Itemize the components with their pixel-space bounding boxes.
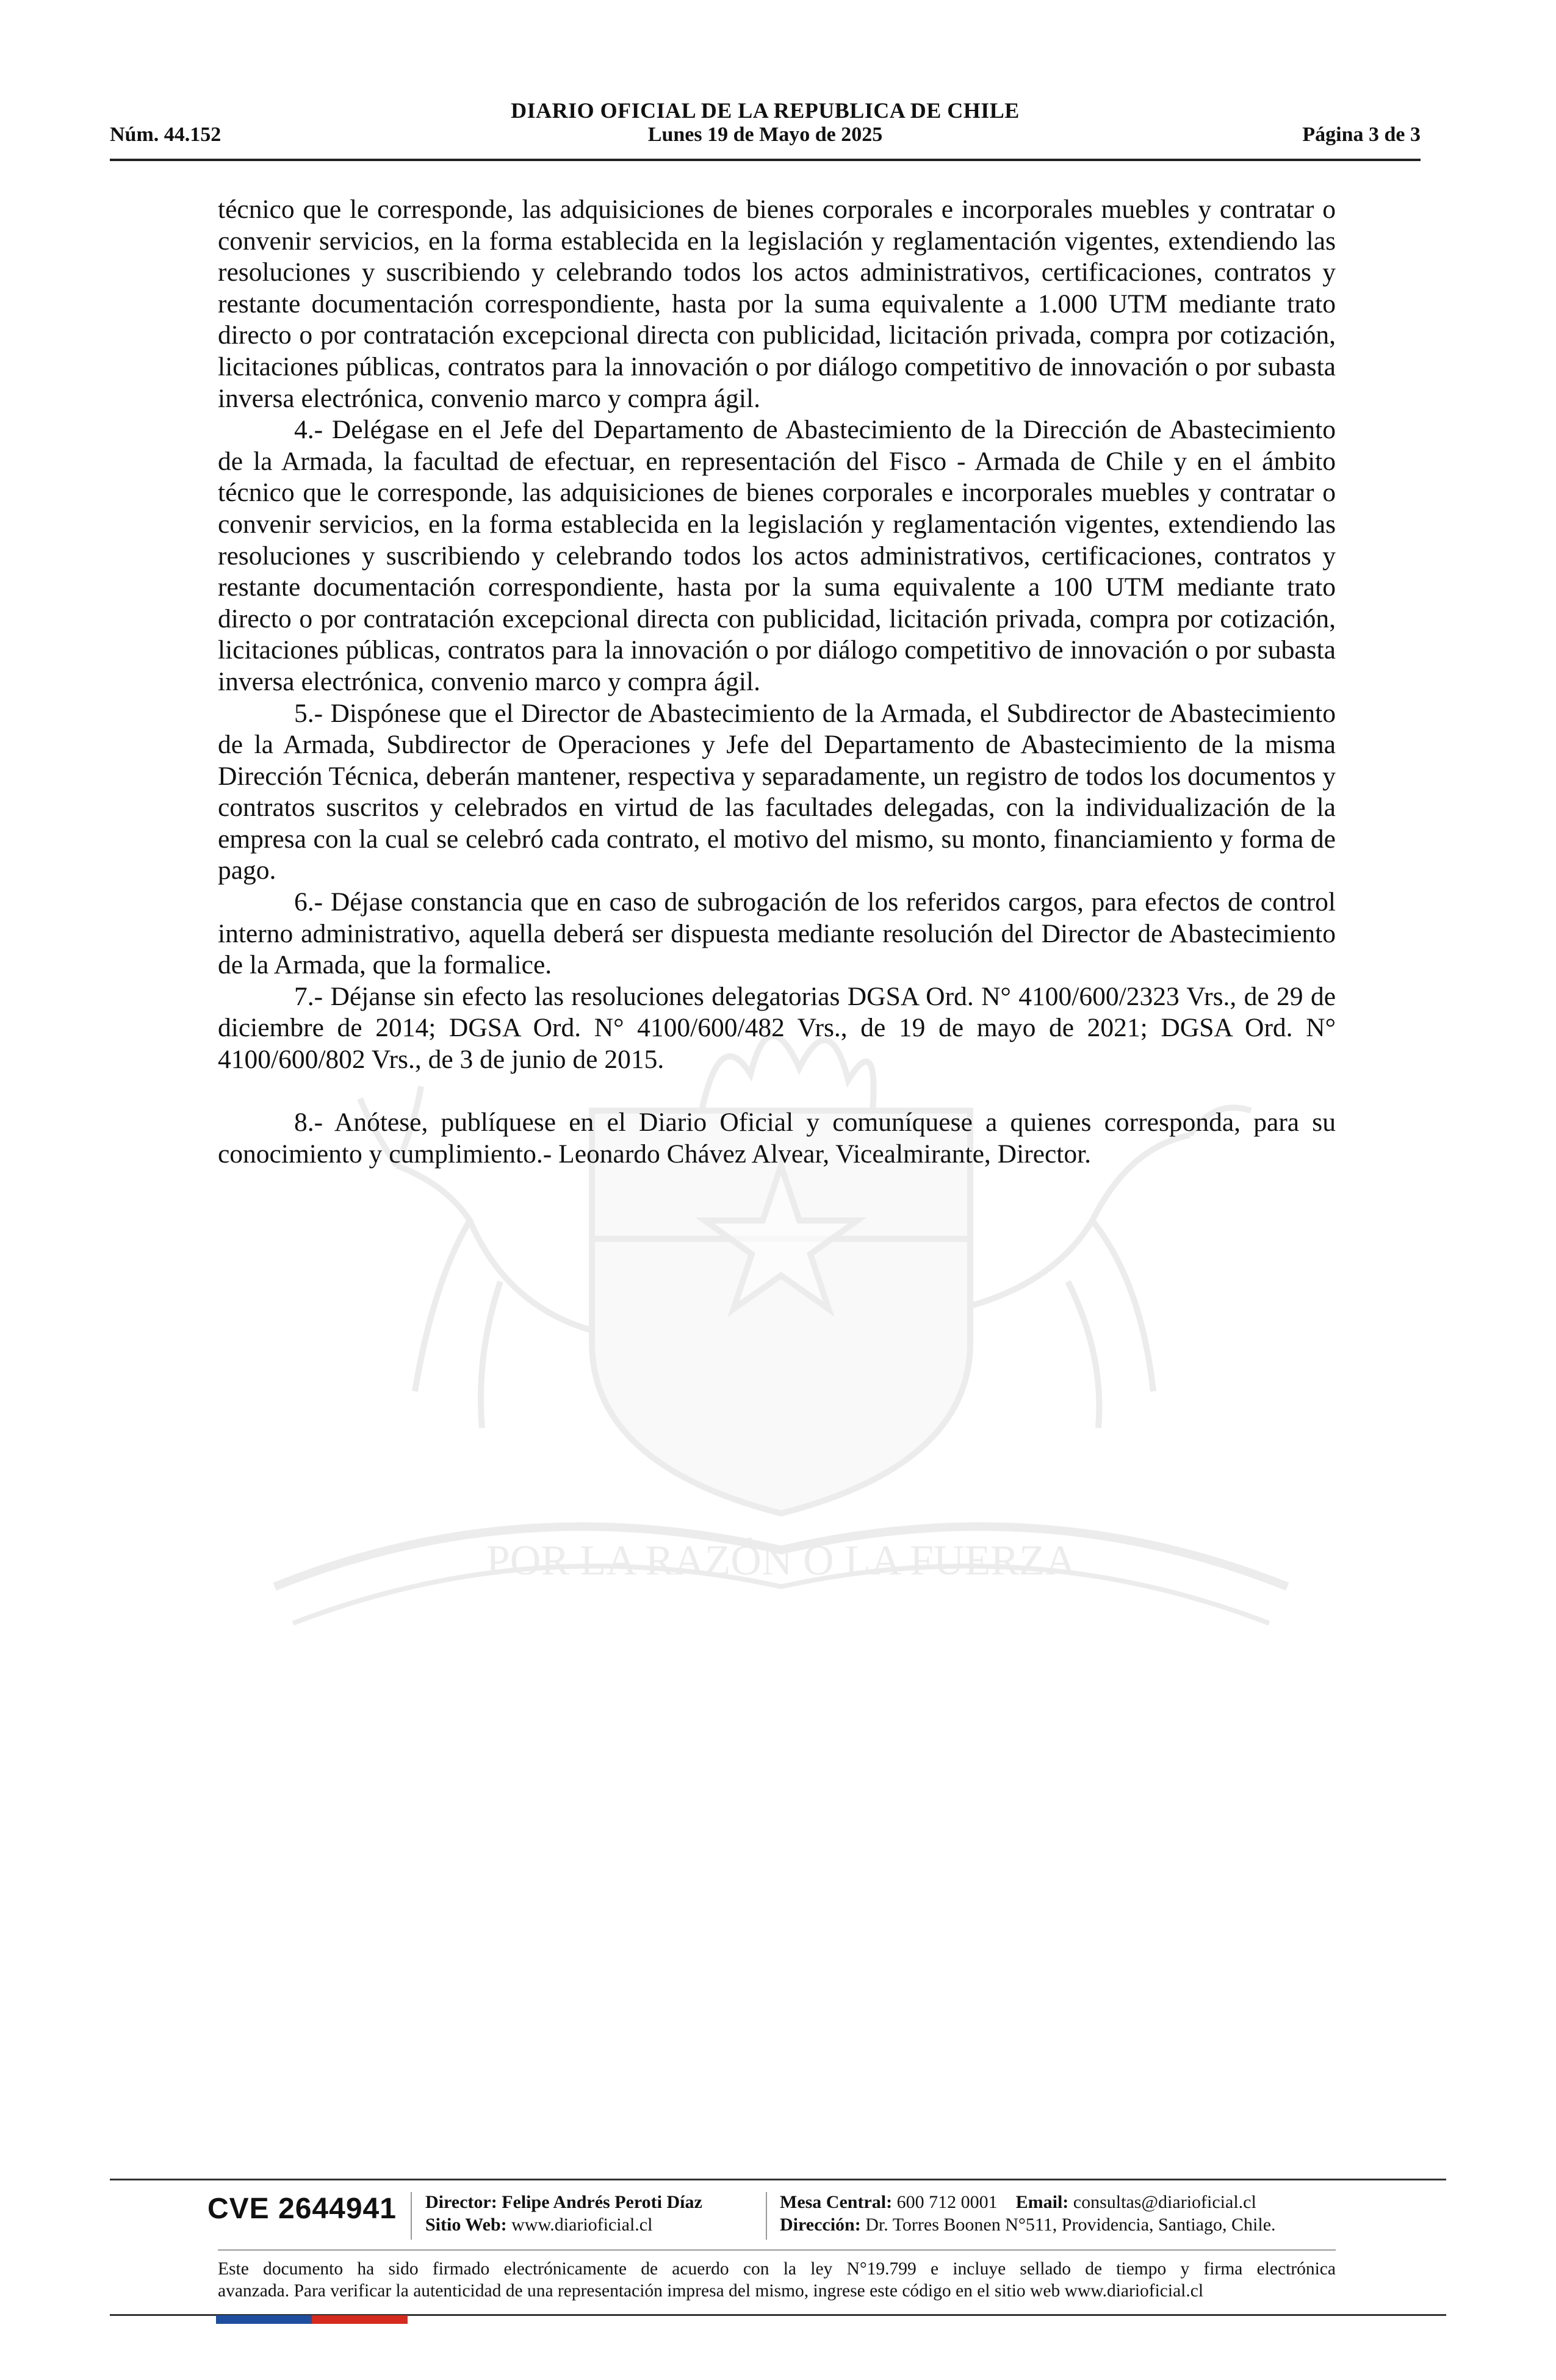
email-link[interactable]: consultas@diarioficial.cl (1073, 2192, 1256, 2212)
website-link[interactable]: www.diarioficial.cl (511, 2215, 653, 2235)
flag-blue-segment (216, 2315, 312, 2324)
page-header (110, 92, 1421, 161)
footer-top-rule (110, 2179, 1446, 2180)
document-body (218, 194, 1336, 1170)
paragraph-6: 6.- Déjase constancia que en caso de subrogación de los referidos cargos, para efectos de control interno administrativo, aquella deberá ser dispuesta mediante resolución del Director de Abastecimiento de la Armada, que la formalice. (218, 887, 1336, 980)
paragraph-continuation: técnico que le corresponde, las adquisiciones de bienes corporales e incorporales muebles y contratar o convenir servicios, en la forma establecida en la legislación y reglamentación vigentes, extendiendo las resoluciones y suscribiendo y celebrando todos los actos administrativos, certificaciones, contratos y restante documentación correspondiente, hasta por la suma equivalente a 1.000 UTM mediante trato directo o por contratación excepcional directa con publicidad, licitación privada, compra por cotización, licitaciones públicas, contratos para la innovación o por diálogo competitivo de innovación o por subasta inversa electrónica, convenio marco y compra ágil. (218, 195, 1336, 413)
email-label: Email: (1015, 2192, 1069, 2212)
legal-notice (218, 2258, 1336, 2302)
page-number: Página 3 de 3 (1302, 123, 1421, 146)
newspaper-title: DIARIO OFICIAL DE LA REPUBLICA DE CHILE (511, 98, 1020, 123)
footer-separator (411, 2192, 412, 2240)
legal-line-2: avanzada. Para verificar la autenticidad de una representación impresa del mismo, ingrese este código en el sitio web www.diarioficial.cl (218, 2281, 1204, 2301)
footer-contact-block (780, 2191, 1276, 2236)
cve-code: CVE 2644941 (207, 2193, 397, 2225)
footer-divider (218, 2249, 1336, 2251)
paragraph-5: 5.- Dispónese que el Director de Abastecimiento de la Armada, el Subdirector de Abastecimiento de la Armada, Subdirector de Operaciones y Jefe del Departamento de Abastecimiento de la misma Dirección Técnica, deberán mantener, respectiva y separadamente, un registro de todos los documentos y contratos suscritos y celebrados en virtud de las facultades delegadas, con la individualización de la empresa con la cual se celebró cada contrato, el motivo del mismo, su monto, financiamiento y forma de pago. (218, 698, 1336, 885)
director-name: Felipe Andrés Peroti Díaz (502, 2192, 702, 2212)
issue-number: Núm. 44.152 (110, 123, 222, 146)
website-label: Sitio Web: (425, 2215, 507, 2235)
paragraph-7: 7.- Déjanse sin efecto las resoluciones delegatorias DGSA Ord. N° 4100/600/2323 Vrs., de 29 de diciembre de 2014; DGSA Ord. N° 4100/600/482 Vrs., de 19 de mayo de 2021; DGSA Ord. N° 4100/600/802 Vrs., de 3 de junio de 2015. (218, 981, 1336, 1075)
phone-label: Mesa Central: (780, 2192, 893, 2212)
paragraph-8: 8.- Anótese, publíquese en el Diario Oficial y comuníquese a quienes corresponda, para su conocimiento y cumplimiento.- Leonardo Chávez Alvear, Vicealmirante, Director. (218, 1108, 1336, 1169)
flag-red-segment (312, 2315, 408, 2324)
address-value: Dr. Torres Boonen N°511, Providencia, Santiago, Chile. (865, 2215, 1276, 2235)
footer-separator (766, 2192, 767, 2240)
legal-line-1: Este documento ha sido firmado electrónicamente de acuerdo con la ley N°19.799 e incluye sellado de tiempo y firma electrónica (218, 2259, 1336, 2279)
chile-flag-stripe (216, 2315, 408, 2324)
phone-value: 600 712 0001 (896, 2192, 998, 2212)
paragraph-4: 4.- Delégase en el Jefe del Departamento de Abastecimiento de la Dirección de Abastecimiento de la Armada, la facultad de efectuar, en representación del Fisco - Armada de Chile y en el ámbito técnico que le corresponde, las adquisiciones de bienes corporales e incorporales muebles y contratar o convenir servicios, en la forma establecida en la legislación y reglamentación vigentes, extendiendo las resoluciones y suscribiendo y celebrando todos los actos administrativos, certificaciones, contratos y restante documentación correspondiente, hasta por la suma equivalente a 100 UTM mediante trato directo o por contratación excepcional directa con publicidad, licitación privada, compra por cotización, licitaciones públicas, contratos para la innovación o por diálogo competitivo de innovación o por subasta inversa electrónica, convenio marco y compra ágil. (218, 415, 1336, 696)
footer-director-block (425, 2191, 702, 2236)
address-label: Dirección: (780, 2215, 861, 2235)
watermark-motto: POR LA RAZÓN O LA FUERZA (486, 1537, 1076, 1584)
director-label: Director: (425, 2192, 497, 2212)
issue-date: Lunes 19 de Mayo de 2025 (647, 123, 883, 146)
